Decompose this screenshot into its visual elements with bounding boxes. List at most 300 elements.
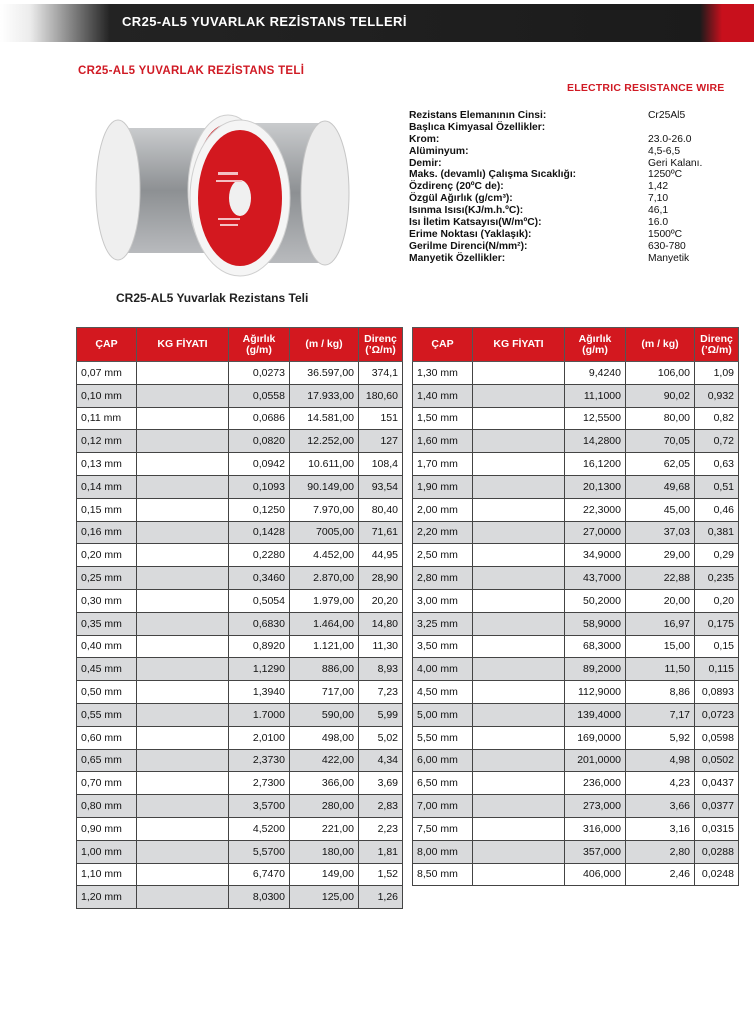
table-row bbox=[77, 453, 403, 476]
cell-m-per-kg: 4.452,00 bbox=[290, 544, 359, 567]
cell-m-per-kg: 590,00 bbox=[290, 703, 359, 726]
cell-resistance: 0,0248 bbox=[695, 863, 739, 886]
cell-cap: 3,50 mm bbox=[413, 635, 473, 658]
cell-resistance: 0,15 bbox=[695, 635, 739, 658]
spec-label: Erime Noktası (Yaklaşık): bbox=[409, 228, 532, 240]
cell-cap: 0,12 mm bbox=[77, 430, 137, 453]
table-row bbox=[77, 703, 403, 726]
cell-kg-price bbox=[473, 749, 565, 772]
cell-m-per-kg: 14.581,00 bbox=[290, 407, 359, 430]
cell-cap: 1,00 mm bbox=[77, 840, 137, 863]
spec-label: Manyetik Özellikler: bbox=[409, 252, 506, 264]
cell-resistance: 0,72 bbox=[695, 430, 739, 453]
cell-m-per-kg: 90.149,00 bbox=[290, 475, 359, 498]
cell-kg-price bbox=[473, 658, 565, 681]
table-row bbox=[413, 703, 739, 726]
cell-cap: 6,50 mm bbox=[413, 772, 473, 795]
cell-weight: 89,2000 bbox=[565, 658, 626, 681]
cell-cap: 4,50 mm bbox=[413, 681, 473, 704]
cell-weight: 273,000 bbox=[565, 795, 626, 818]
page-title: CR25-AL5 YUVARLAK REZİSTANS TELLERİ bbox=[122, 14, 407, 29]
cell-m-per-kg: 2,46 bbox=[626, 863, 695, 886]
table-row bbox=[77, 612, 403, 635]
cell-weight: 9,4240 bbox=[565, 362, 626, 385]
wire-table-right bbox=[412, 327, 739, 886]
cell-resistance: 180,60 bbox=[359, 384, 403, 407]
cell-weight: 22,3000 bbox=[565, 498, 626, 521]
cell-cap: 8,00 mm bbox=[413, 840, 473, 863]
cell-resistance: 127 bbox=[359, 430, 403, 453]
cell-kg-price bbox=[137, 430, 229, 453]
cell-m-per-kg: 90,02 bbox=[626, 384, 695, 407]
cell-m-per-kg: 1.121,00 bbox=[290, 635, 359, 658]
cell-weight: 0,6830 bbox=[229, 612, 290, 635]
cell-kg-price bbox=[137, 475, 229, 498]
cell-kg-price bbox=[137, 384, 229, 407]
table-row bbox=[413, 772, 739, 795]
cell-resistance: 71,61 bbox=[359, 521, 403, 544]
cell-kg-price bbox=[473, 384, 565, 407]
cell-weight: 1,3940 bbox=[229, 681, 290, 704]
cell-cap: 7,00 mm bbox=[413, 795, 473, 818]
cell-weight: 236,000 bbox=[565, 772, 626, 795]
wire-spools-photo bbox=[90, 98, 365, 286]
cell-m-per-kg: 80,00 bbox=[626, 407, 695, 430]
cell-resistance: 28,90 bbox=[359, 567, 403, 590]
table-row bbox=[77, 544, 403, 567]
spec-value: 16.0 bbox=[648, 217, 669, 229]
cell-resistance: 3,69 bbox=[359, 772, 403, 795]
cell-weight: 357,000 bbox=[565, 840, 626, 863]
cell-resistance: 374,1 bbox=[359, 362, 403, 385]
cell-resistance: 93,54 bbox=[359, 475, 403, 498]
cell-resistance: 108,4 bbox=[359, 453, 403, 476]
cell-kg-price bbox=[473, 863, 565, 886]
cell-resistance: 0,115 bbox=[695, 658, 739, 681]
cell-kg-price bbox=[473, 407, 565, 430]
cell-kg-price bbox=[137, 681, 229, 704]
cell-weight: 406,000 bbox=[565, 863, 626, 886]
cell-weight: 50,2000 bbox=[565, 589, 626, 612]
cell-weight: 68,3000 bbox=[565, 635, 626, 658]
table-row bbox=[77, 475, 403, 498]
cell-m-per-kg: 149,00 bbox=[290, 863, 359, 886]
table-row bbox=[77, 498, 403, 521]
cell-weight: 0,0820 bbox=[229, 430, 290, 453]
cell-cap: 0,45 mm bbox=[77, 658, 137, 681]
cell-kg-price bbox=[137, 817, 229, 840]
cell-kg-price bbox=[473, 567, 565, 590]
cell-cap: 5,50 mm bbox=[413, 726, 473, 749]
table-row bbox=[413, 453, 739, 476]
cell-weight: 0,3460 bbox=[229, 567, 290, 590]
table-row bbox=[77, 635, 403, 658]
cell-m-per-kg: 10.611,00 bbox=[290, 453, 359, 476]
cell-m-per-kg: 37,03 bbox=[626, 521, 695, 544]
cell-weight: 0,0942 bbox=[229, 453, 290, 476]
cell-cap: 0,70 mm bbox=[77, 772, 137, 795]
cell-m-per-kg: 7,17 bbox=[626, 703, 695, 726]
cell-m-per-kg: 180,00 bbox=[290, 840, 359, 863]
spec-label: Maks. (devamlı) Çalışma Sıcaklığı: bbox=[409, 169, 577, 181]
header-kg-price: KG FİYATI bbox=[473, 328, 565, 362]
cell-m-per-kg: 717,00 bbox=[290, 681, 359, 704]
cell-weight: 27,0000 bbox=[565, 521, 626, 544]
cell-cap: 0,15 mm bbox=[77, 498, 137, 521]
cell-resistance: 7,23 bbox=[359, 681, 403, 704]
table-row bbox=[77, 749, 403, 772]
cell-m-per-kg: 12.252,00 bbox=[290, 430, 359, 453]
cell-kg-price bbox=[137, 795, 229, 818]
cell-m-per-kg: 22,88 bbox=[626, 567, 695, 590]
cell-weight: 8,0300 bbox=[229, 886, 290, 909]
cell-m-per-kg: 62,05 bbox=[626, 453, 695, 476]
cell-m-per-kg: 45,00 bbox=[626, 498, 695, 521]
table-row bbox=[413, 726, 739, 749]
cell-cap: 0,40 mm bbox=[77, 635, 137, 658]
product-subtitle: CR25-AL5 YUVARLAK REZİSTANS TELİ bbox=[78, 65, 305, 77]
table-row bbox=[77, 886, 403, 909]
cell-weight: 139,4000 bbox=[565, 703, 626, 726]
table-row bbox=[413, 612, 739, 635]
wire-table-left bbox=[76, 327, 403, 909]
cell-resistance: 0,381 bbox=[695, 521, 739, 544]
cell-cap: 5,00 mm bbox=[413, 703, 473, 726]
cell-resistance: 0,0598 bbox=[695, 726, 739, 749]
cell-cap: 1,70 mm bbox=[413, 453, 473, 476]
cell-kg-price bbox=[473, 703, 565, 726]
cell-weight: 316,000 bbox=[565, 817, 626, 840]
cell-cap: 0,07 mm bbox=[77, 362, 137, 385]
cell-resistance: 0,932 bbox=[695, 384, 739, 407]
cell-kg-price bbox=[473, 498, 565, 521]
cell-kg-price bbox=[473, 475, 565, 498]
cell-resistance: 0,51 bbox=[695, 475, 739, 498]
cell-kg-price bbox=[473, 772, 565, 795]
cell-kg-price bbox=[137, 521, 229, 544]
cell-weight: 14,2800 bbox=[565, 430, 626, 453]
cell-m-per-kg: 366,00 bbox=[290, 772, 359, 795]
cell-weight: 112,9000 bbox=[565, 681, 626, 704]
cell-cap: 3,25 mm bbox=[413, 612, 473, 635]
cell-weight: 0,1093 bbox=[229, 475, 290, 498]
cell-resistance: 2,23 bbox=[359, 817, 403, 840]
cell-m-per-kg: 15,00 bbox=[626, 635, 695, 658]
table-row bbox=[413, 681, 739, 704]
cell-m-per-kg: 1.464,00 bbox=[290, 612, 359, 635]
cell-weight: 201,0000 bbox=[565, 749, 626, 772]
cell-resistance: 4,34 bbox=[359, 749, 403, 772]
cell-m-per-kg: 1.979,00 bbox=[290, 589, 359, 612]
spec-value: Cr25Al5 bbox=[648, 110, 686, 121]
cell-resistance: 151 bbox=[359, 407, 403, 430]
table-row bbox=[413, 658, 739, 681]
cell-cap: 1,50 mm bbox=[413, 407, 473, 430]
cell-resistance: 1,09 bbox=[695, 362, 739, 385]
cell-m-per-kg: 4,23 bbox=[626, 772, 695, 795]
cell-cap: 0,14 mm bbox=[77, 475, 137, 498]
cell-cap: 0,10 mm bbox=[77, 384, 137, 407]
header-bar bbox=[0, 4, 754, 42]
cell-resistance: 8,93 bbox=[359, 658, 403, 681]
cell-kg-price bbox=[473, 612, 565, 635]
header-m-per-kg: (m / kg) bbox=[626, 328, 695, 362]
cell-kg-price bbox=[137, 498, 229, 521]
cell-resistance: 0,0893 bbox=[695, 681, 739, 704]
cell-m-per-kg: 5,92 bbox=[626, 726, 695, 749]
table-row bbox=[413, 384, 739, 407]
spec-label: Alüminyum: bbox=[409, 145, 469, 157]
cell-resistance: 0,20 bbox=[695, 589, 739, 612]
spec-label: Özdirenç (20ºC de): bbox=[409, 181, 504, 193]
cell-cap: 0,16 mm bbox=[77, 521, 137, 544]
cell-m-per-kg: 16,97 bbox=[626, 612, 695, 635]
table-row bbox=[413, 567, 739, 590]
cell-weight: 20,1300 bbox=[565, 475, 626, 498]
cell-resistance: 11,30 bbox=[359, 635, 403, 658]
cell-cap: 1,10 mm bbox=[77, 863, 137, 886]
cell-cap: 2,50 mm bbox=[413, 544, 473, 567]
cell-resistance: 5,02 bbox=[359, 726, 403, 749]
cell-cap: 0,55 mm bbox=[77, 703, 137, 726]
spec-value: 46,1 bbox=[648, 205, 669, 217]
table-row bbox=[413, 749, 739, 772]
table-row bbox=[77, 589, 403, 612]
cell-weight: 169,0000 bbox=[565, 726, 626, 749]
table-row bbox=[413, 430, 739, 453]
cell-kg-price bbox=[137, 726, 229, 749]
table-row bbox=[77, 521, 403, 544]
cell-m-per-kg: 422,00 bbox=[290, 749, 359, 772]
brand-tagline: ELECTRIC RESISTANCE WIRE bbox=[567, 82, 725, 94]
cell-resistance: 1,81 bbox=[359, 840, 403, 863]
cell-m-per-kg: 36.597,00 bbox=[290, 362, 359, 385]
cell-resistance: 0,0377 bbox=[695, 795, 739, 818]
cell-kg-price bbox=[137, 453, 229, 476]
cell-cap: 0,30 mm bbox=[77, 589, 137, 612]
table-row bbox=[413, 544, 739, 567]
table-row bbox=[77, 567, 403, 590]
table-row bbox=[413, 840, 739, 863]
cell-kg-price bbox=[473, 635, 565, 658]
cell-cap: 0,80 mm bbox=[77, 795, 137, 818]
cell-resistance: 1,26 bbox=[359, 886, 403, 909]
cell-m-per-kg: 7.970,00 bbox=[290, 498, 359, 521]
spec-label: Özgül Ağırlık (g/cm³): bbox=[409, 193, 513, 205]
cell-cap: 0,20 mm bbox=[77, 544, 137, 567]
cell-m-per-kg: 70,05 bbox=[626, 430, 695, 453]
cell-weight: 4,5200 bbox=[229, 817, 290, 840]
cell-kg-price bbox=[473, 795, 565, 818]
cell-weight: 1,1290 bbox=[229, 658, 290, 681]
cell-weight: 0,5054 bbox=[229, 589, 290, 612]
table-row bbox=[413, 407, 739, 430]
cell-kg-price bbox=[137, 407, 229, 430]
cell-m-per-kg: 7005,00 bbox=[290, 521, 359, 544]
cell-m-per-kg: 125,00 bbox=[290, 886, 359, 909]
cell-m-per-kg: 4,98 bbox=[626, 749, 695, 772]
cell-cap: 0,13 mm bbox=[77, 453, 137, 476]
spec-value: 1,42 bbox=[648, 181, 669, 193]
cell-resistance: 0,0723 bbox=[695, 703, 739, 726]
spec-label: Isınma Isısı(KJ/m.h.ºC): bbox=[409, 205, 524, 217]
cell-kg-price bbox=[137, 703, 229, 726]
cell-weight: 0,0558 bbox=[229, 384, 290, 407]
cell-cap: 4,00 mm bbox=[413, 658, 473, 681]
cell-cap: 0,50 mm bbox=[77, 681, 137, 704]
table-row bbox=[413, 817, 739, 840]
cell-cap: 2,00 mm bbox=[413, 498, 473, 521]
cell-m-per-kg: 280,00 bbox=[290, 795, 359, 818]
cell-cap: 6,00 mm bbox=[413, 749, 473, 772]
cell-weight: 2,3730 bbox=[229, 749, 290, 772]
table-row bbox=[77, 840, 403, 863]
table-row bbox=[77, 681, 403, 704]
cell-m-per-kg: 3,66 bbox=[626, 795, 695, 818]
cell-m-per-kg: 106,00 bbox=[626, 362, 695, 385]
cell-cap: 1,30 mm bbox=[413, 362, 473, 385]
table-row bbox=[77, 772, 403, 795]
cell-cap: 0,60 mm bbox=[77, 726, 137, 749]
cell-m-per-kg: 3,16 bbox=[626, 817, 695, 840]
cell-weight: 1.7000 bbox=[229, 703, 290, 726]
header-weight: Ağırlık (g/m) bbox=[229, 328, 290, 362]
cell-cap: 7,50 mm bbox=[413, 817, 473, 840]
spec-value: 630-780 bbox=[648, 240, 686, 252]
cell-kg-price bbox=[137, 635, 229, 658]
cell-m-per-kg: 2,80 bbox=[626, 840, 695, 863]
cell-resistance: 0,82 bbox=[695, 407, 739, 430]
cell-resistance: 0,175 bbox=[695, 612, 739, 635]
spec-value: 1500ºC bbox=[648, 228, 683, 240]
spec-label: Demir: bbox=[409, 157, 442, 169]
cell-resistance: 44,95 bbox=[359, 544, 403, 567]
cell-m-per-kg: 8,86 bbox=[626, 681, 695, 704]
cell-kg-price bbox=[137, 772, 229, 795]
cell-cap: 1,40 mm bbox=[413, 384, 473, 407]
cell-kg-price bbox=[473, 726, 565, 749]
cell-cap: 1,60 mm bbox=[413, 430, 473, 453]
table-row bbox=[413, 475, 739, 498]
cell-kg-price bbox=[473, 544, 565, 567]
spec-label: Rezistans Elemanının Cinsi: bbox=[409, 110, 547, 121]
table-row bbox=[77, 362, 403, 385]
header-cap: ÇAP bbox=[413, 328, 473, 362]
cell-resistance: 0,0502 bbox=[695, 749, 739, 772]
cell-resistance: 1,52 bbox=[359, 863, 403, 886]
cell-kg-price bbox=[473, 589, 565, 612]
cell-kg-price bbox=[473, 817, 565, 840]
table-row bbox=[413, 362, 739, 385]
cell-m-per-kg: 11,50 bbox=[626, 658, 695, 681]
cell-kg-price bbox=[473, 453, 565, 476]
cell-weight: 6,7470 bbox=[229, 863, 290, 886]
cell-weight: 34,9000 bbox=[565, 544, 626, 567]
table-row bbox=[413, 498, 739, 521]
spec-value: 23.0-26.0 bbox=[648, 133, 692, 145]
header-weight: Ağırlık (g/m) bbox=[565, 328, 626, 362]
cell-m-per-kg: 221,00 bbox=[290, 817, 359, 840]
cell-kg-price bbox=[473, 840, 565, 863]
table-row bbox=[413, 795, 739, 818]
cell-kg-price bbox=[137, 362, 229, 385]
cell-weight: 0,2280 bbox=[229, 544, 290, 567]
cell-kg-price bbox=[473, 430, 565, 453]
cell-weight: 43,7000 bbox=[565, 567, 626, 590]
cell-kg-price bbox=[473, 681, 565, 704]
cell-resistance: 0,29 bbox=[695, 544, 739, 567]
cell-kg-price bbox=[473, 521, 565, 544]
cell-weight: 2,7300 bbox=[229, 772, 290, 795]
cell-resistance: 0,0315 bbox=[695, 817, 739, 840]
header-resistance: Direnç (’Ω/m) bbox=[695, 328, 739, 362]
cell-kg-price bbox=[137, 863, 229, 886]
cell-resistance: 0,235 bbox=[695, 567, 739, 590]
cell-m-per-kg: 2.870,00 bbox=[290, 567, 359, 590]
cell-weight: 0,1250 bbox=[229, 498, 290, 521]
table-row bbox=[77, 795, 403, 818]
cell-weight: 2,0100 bbox=[229, 726, 290, 749]
cell-kg-price bbox=[137, 658, 229, 681]
cell-resistance: 5,99 bbox=[359, 703, 403, 726]
cell-cap: 0,90 mm bbox=[77, 817, 137, 840]
cell-kg-price bbox=[137, 840, 229, 863]
cell-resistance: 0,0437 bbox=[695, 772, 739, 795]
cell-m-per-kg: 886,00 bbox=[290, 658, 359, 681]
spec-value: 4,5-6,5 bbox=[648, 145, 681, 157]
spec-value: 7,10 bbox=[648, 193, 669, 205]
cell-cap: 8,50 mm bbox=[413, 863, 473, 886]
cell-cap: 3,00 mm bbox=[413, 589, 473, 612]
header-m-per-kg: (m / kg) bbox=[290, 328, 359, 362]
header-resistance: Direnç (’Ω/m) bbox=[359, 328, 403, 362]
spec-value: Manyetik bbox=[648, 252, 690, 264]
cell-kg-price bbox=[473, 362, 565, 385]
cell-cap: 2,80 mm bbox=[413, 567, 473, 590]
table-row bbox=[77, 658, 403, 681]
cell-weight: 0,0686 bbox=[229, 407, 290, 430]
header-kg-price: KG FİYATI bbox=[137, 328, 229, 362]
cell-weight: 0,1428 bbox=[229, 521, 290, 544]
spec-value: Geri Kalanı. bbox=[648, 157, 703, 169]
cell-resistance: 0,0288 bbox=[695, 840, 739, 863]
table-row bbox=[77, 430, 403, 453]
cell-weight: 16,1200 bbox=[565, 453, 626, 476]
spec-label: Isı İletim Katsayısı(W/mºC): bbox=[409, 217, 542, 229]
cell-m-per-kg: 49,68 bbox=[626, 475, 695, 498]
cell-resistance: 14,80 bbox=[359, 612, 403, 635]
cell-resistance: 0,63 bbox=[695, 453, 739, 476]
cell-m-per-kg: 498,00 bbox=[290, 726, 359, 749]
cell-weight: 5,5700 bbox=[229, 840, 290, 863]
table-row bbox=[77, 863, 403, 886]
cell-weight: 12,5500 bbox=[565, 407, 626, 430]
table-row bbox=[77, 726, 403, 749]
cell-m-per-kg: 17.933,00 bbox=[290, 384, 359, 407]
spec-label: Krom: bbox=[409, 133, 440, 145]
table-row bbox=[413, 521, 739, 544]
cell-resistance: 20,20 bbox=[359, 589, 403, 612]
cell-weight: 0,8920 bbox=[229, 635, 290, 658]
table-row bbox=[77, 817, 403, 840]
cell-resistance: 0,46 bbox=[695, 498, 739, 521]
cell-cap: 0,25 mm bbox=[77, 567, 137, 590]
cell-kg-price bbox=[137, 749, 229, 772]
table-row bbox=[413, 589, 739, 612]
cell-cap: 0,11 mm bbox=[77, 407, 137, 430]
cell-kg-price bbox=[137, 589, 229, 612]
table-row bbox=[413, 635, 739, 658]
